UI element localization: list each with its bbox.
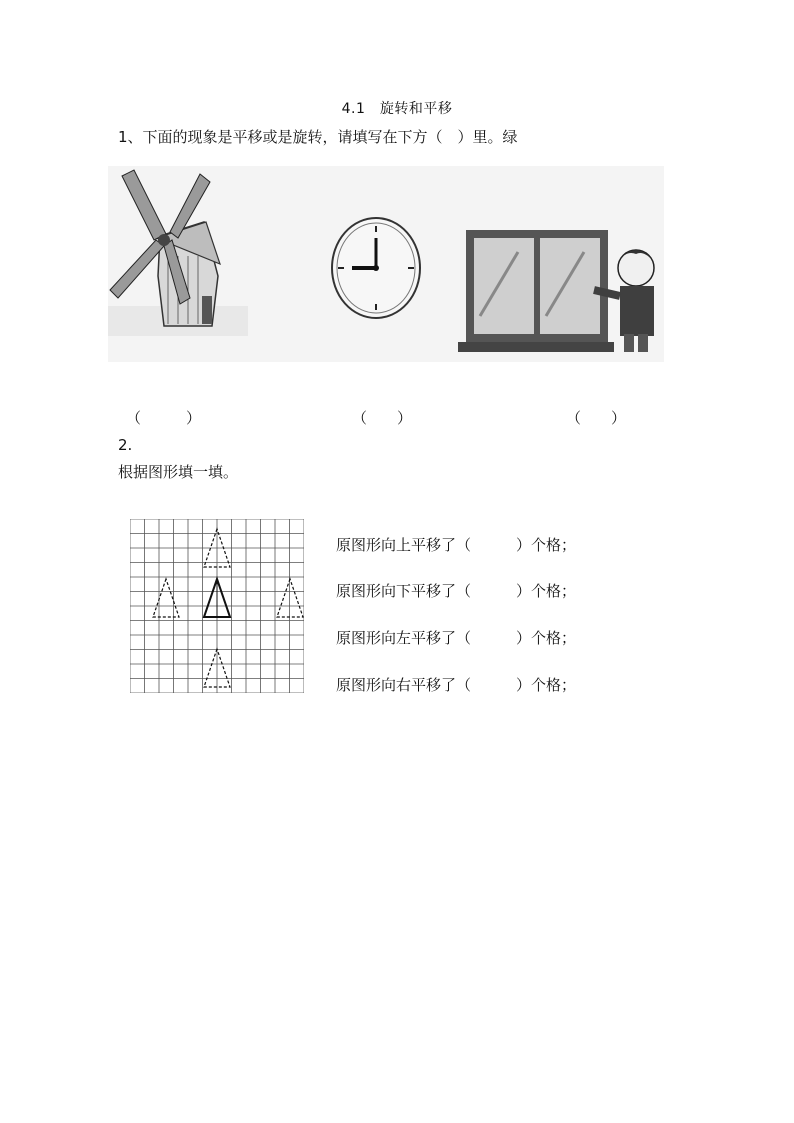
fill-up-translation[interactable]: 原图形向上平移了（ ）个格； bbox=[336, 536, 577, 554]
question-1-illustrations bbox=[108, 166, 664, 362]
answer-blank-2[interactable]: （ ） bbox=[352, 409, 413, 427]
question-1-text: 1、下面的现象是平移或是旋转，请填写在下方（ ）里。绿 bbox=[118, 128, 518, 146]
fill-down-translation[interactable]: 原图形向下平移了（ ）个格； bbox=[336, 582, 577, 600]
fill-right-translation[interactable]: 原图形向右平移了（ ）个格； bbox=[336, 676, 577, 694]
question-2-instruction: 根据图形填一填。 bbox=[118, 463, 239, 481]
windmill-icon bbox=[108, 170, 248, 336]
answer-blank-3[interactable]: （ ） bbox=[566, 409, 627, 427]
question-2-number: 2. bbox=[118, 436, 133, 454]
fill-left-translation[interactable]: 原图形向左平移了（ ）个格； bbox=[336, 629, 577, 647]
answer-blank-1[interactable]: （ ） bbox=[126, 409, 202, 427]
clock-icon bbox=[332, 218, 420, 318]
window-icon bbox=[458, 230, 654, 352]
grid-triangles-icon bbox=[130, 519, 304, 693]
grid-image bbox=[130, 519, 304, 693]
page-title: 4.1 旋转和平移 bbox=[341, 101, 453, 117]
